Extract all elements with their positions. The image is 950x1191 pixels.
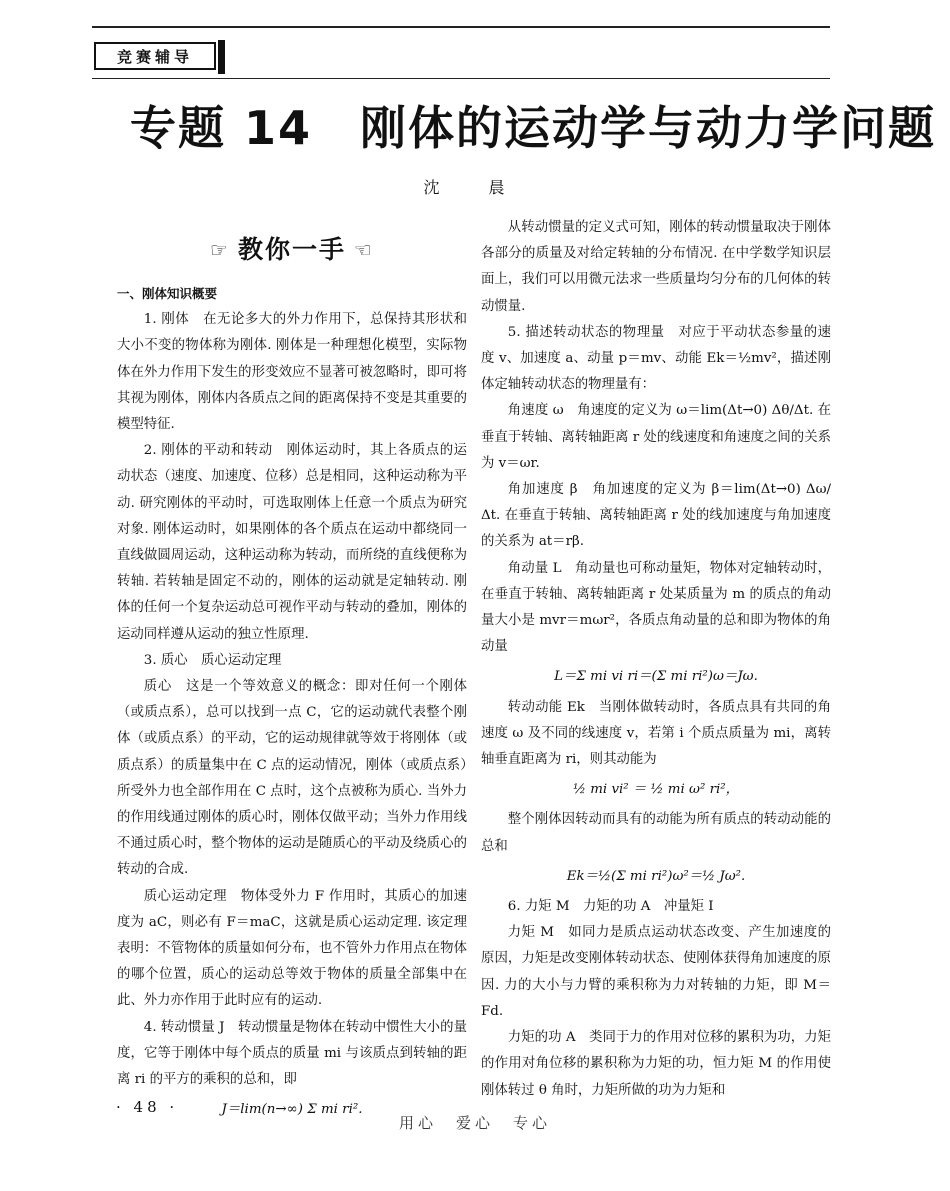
pointing-hand-left-icon: ☞ <box>210 237 230 262</box>
page-title: 专题 14 刚体的运动学与动力学问题 <box>130 101 937 155</box>
paragraph-rigid-body: 1. 刚体 在无论多大的外力作用下，总保持其形状和大小不变的物体称为刚体. 刚体是一种理想化模型，实际物体在外力作用下发生的形变效应不显著可被忽略时，即可将其视为刚体，刚体内各质点之间的距离保持不变是其重要的模型特征. <box>117 312 467 433</box>
left-column <box>117 215 467 1128</box>
footer-slogan: 用心 爱心 专心 <box>398 1114 551 1132</box>
paragraph-rotational-ke: 转动动能 Ek 当刚体做转动时，各质点具有共同的角速度 ω 及不同的线速度 v，若第 i 个质点质量为 mi，离转轴垂直距离为 ri，则其动能为 <box>481 699 831 768</box>
formula-inertia: J＝lim(n→∞) Σ mi ri². <box>221 1102 363 1118</box>
paragraph-translation-rotation: 2. 刚体的平动和转动 刚体运动时，其上各质点的运动状态（速度、加速度、位移）总是相同，这种运动称为平动. 研究刚体的平动时，可选取刚体上任意一个质点为研究对象. 刚体运动时，如果刚体的各个质点在运动中都绕同一直线做圆周运动，这种运动称为转动，而所绕的直线便称为转轴. 若转轴是固定不动的，刚体的运动就是定轴转动. 刚体的任何一个复杂运动总可视作平动与转动的叠加，刚体的运动同样遵从运动的独立性原理. <box>117 443 467 642</box>
paragraph-state-quantities: 5. 描述转动状态的物理量 对应于平动状态参量的速度 v、加速度 a、动量 p＝mv、动能 Ek＝½mv²，描述刚体定轴转动状态的物理量有： <box>481 324 831 393</box>
paragraph-inertia-note: 从转动惯量的定义式可知，刚体的转动惯量取决于刚体各部分的质量及对给定转轴的分布情况. 在中学数学知识层面上，我们可以用微元法求一些质量均匀分布的几何体的转动惯量. <box>481 220 831 314</box>
header-rule <box>92 26 830 28</box>
paragraph-moment-of-inertia: 4. 转动惯量 J 转动惯量是物体在转动中惯性大小的量度，它等于刚体中每个质点的质量 mi 与该质点到转轴的距离 ri 的平方的乘积的总和，即 <box>117 1019 467 1088</box>
paragraph-com-theorem: 质心运动定理 物体受外力 F 作用时，其质心的加速度为 aC，则必有 F＝maC，这就是质心运动定理. 该定理表明：不管物体的质量如何分布，也不管外力作用点在物体的哪个位置，质心的运动总等效于物体的质量全部集中在此、外力亦作用于此时应有的运动. <box>117 888 467 1009</box>
paragraph-angular-momentum: 角动量 L 角动量也可称动量矩，物体对定轴转动时，在垂直于转轴、离转轴距离 r 处某质量为 m 的质点的角动量大小是 mvr＝mωr²，各质点角动量的总和即为物体的角动量 <box>481 560 831 655</box>
subheading-center-of-mass: 3. 质心 质心运动定理 <box>143 652 282 668</box>
section-banner <box>117 225 467 275</box>
subheading-torque: 6. 力矩 M 力矩的功 A 冲量矩 I <box>507 899 714 915</box>
right-column <box>481 215 831 1104</box>
paragraph-torque: 力矩 M 如同力是质点运动状态改变、产生加速度的原因，力矩是改变刚体转动状态、使刚体获得角加速度的原因. 力的大小与力臂的乘积称为力对转轴的力矩，即 M＝Fd. <box>481 925 831 1019</box>
paragraph-angular-acceleration: 角加速度 β 角加速度的定义为 β＝lim(Δt→0) Δω/Δt. 在垂直于转轴、离转轴距离 r 处的线加速度与角加速度的关系为 at＝rβ. <box>481 482 831 550</box>
column-tag: 竞赛辅导 <box>94 42 216 70</box>
paragraph-angular-velocity: 角速度 ω 角速度的定义为 ω＝lim(Δt→0) Δθ/Δt. 在垂直于转轴、离转轴距离 r 处的线速度和角速度之间的关系为 v＝ωr. <box>481 403 831 471</box>
author: 沈 晨 <box>423 178 527 197</box>
paragraph-torque-work: 力矩的功 A 类同于力的作用对位移的累积为功，力矩的作用对角位移的累积称为力矩的功，恒力矩 M 的作用使刚体转过 θ 角时，力矩所做的功为力矩和 <box>481 1030 831 1098</box>
section-heading: 一、刚体知识概要 <box>117 286 218 301</box>
header-rule-thin <box>92 78 830 79</box>
paragraph-ke-sum: 整个刚体因转动而具有的动能为所有质点的转动动能的总和 <box>481 812 831 854</box>
formula-point-ke: ½ mi vi² ＝ ½ mi ω² ri²， <box>572 782 740 798</box>
page-number: · 48 · <box>116 1098 179 1116</box>
banner-text: 教你一手 <box>237 234 346 264</box>
paragraph-center-of-mass: 质心 这是一个等效意义的概念：即对任何一个刚体（或质点系），总可以找到一点 C，它的运动就代表整个刚体（或质点系）的平动，它的运动规律就等效于将刚体（或质点系）的质量集中在 C 点的运动情况，刚体（或质点系）所受外力也全部作用在 C 点时，这个点被称为质心. 当外力的作用线通过刚体的质心时，刚体仅做平动；当外力作用线不通过质心时，整个物体的运动是随质心的平动及绕质心的转动的合成. <box>117 679 467 878</box>
pointing-hand-right-icon: ☜ <box>354 237 374 262</box>
formula-angular-momentum: L＝Σ mi vi ri＝(Σ mi ri²)ω＝Jω. <box>554 669 758 685</box>
column-tag-bar <box>218 40 225 74</box>
formula-total-ke: Ek＝½(Σ mi ri²)ω²＝½ Jω². <box>566 868 746 884</box>
